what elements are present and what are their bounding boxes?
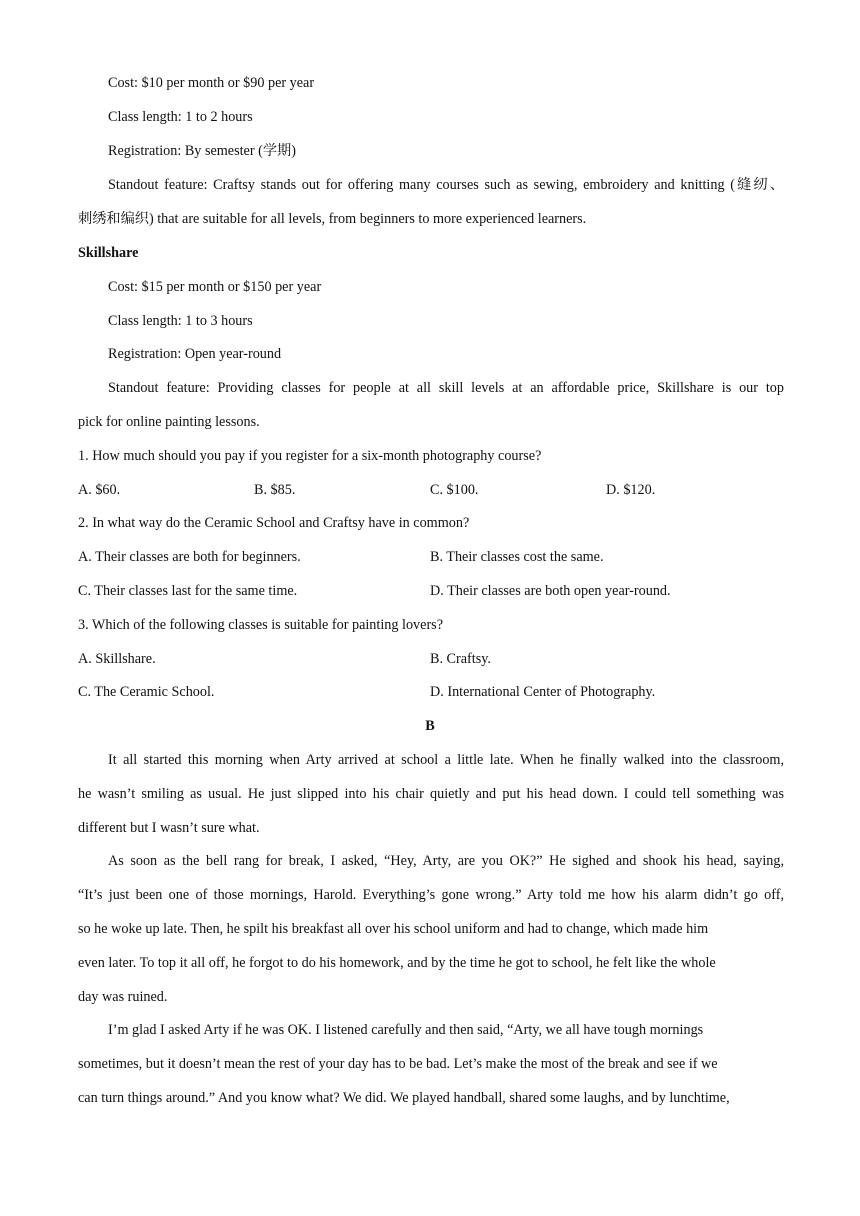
craftsy-block bbox=[0, 73, 860, 93]
craftsy-registration: Registration: By semester (学期) bbox=[108, 143, 296, 159]
craftsy-standout-line-1: Standout feature: Craftsy stands out for offering many courses such as sewing, embroidery and knitting (缝纫、 bbox=[108, 177, 784, 193]
passage-p1-line-3: different but I wasn’t sure what. bbox=[78, 820, 260, 836]
craftsy-cost: Cost: $10 per month or $90 per year bbox=[108, 75, 315, 91]
passage-p1-line-2: he wasn’t smiling as usual. He just slipped into his chair quietly and put his head down. I could tell something was bbox=[78, 786, 784, 802]
passage-p2-line-5: day was ruined. bbox=[78, 989, 168, 1005]
craftsy-class-length: Class length: 1 to 2 hours bbox=[108, 109, 253, 125]
question-1-option-d: D. $120. bbox=[606, 482, 656, 498]
question-3-option-a: A. Skillshare. bbox=[78, 651, 156, 667]
passage-p2-line-1: As soon as the bell rang for break, I asked, “Hey, Arty, are you OK?” He sighed and shook his head, saying, bbox=[108, 853, 784, 869]
skillshare-registration: Registration: Open year-round bbox=[108, 346, 282, 362]
question-2-option-b: B. Their classes cost the same. bbox=[430, 549, 604, 565]
question-1-option-c: C. $100. bbox=[430, 482, 479, 498]
passage-p3-line-2: sometimes, but it doesn’t mean the rest of your day has to be bad. Let’s make the most of the break and see if we bbox=[78, 1056, 718, 1072]
question-3-stem: 3. Which of the following classes is suitable for painting lovers? bbox=[78, 617, 443, 633]
question-1-option-a: A. $60. bbox=[78, 482, 121, 498]
skillshare-heading: Skillshare bbox=[78, 245, 139, 261]
skillshare-cost: Cost: $15 per month or $150 per year bbox=[108, 279, 322, 295]
craftsy-standout-line-2: 刺绣和编织) that are suitable for all levels, from beginners to more experienced learners. bbox=[78, 211, 587, 227]
question-3-option-d: D. International Center of Photography. bbox=[430, 684, 656, 700]
skillshare-class-length: Class length: 1 to 3 hours bbox=[108, 313, 253, 329]
question-2-option-d: D. Their classes are both open year-round. bbox=[430, 583, 671, 599]
question-2-option-c: C. Their classes last for the same time. bbox=[78, 583, 298, 599]
passage-p2-line-4: even later. To top it all off, he forgot to do his homework, and by the time he got to school, he felt like the whole bbox=[78, 955, 716, 971]
passage-p3-line-3: can turn things around.” And you know what? We did. We played handball, shared some laughs, and by lunchtime, bbox=[78, 1090, 730, 1106]
skillshare-standout-line-1: Standout feature: Providing classes for people at all skill levels at an affordable price, Skillshare is our top bbox=[108, 380, 784, 396]
question-2-stem: 2. In what way do the Ceramic School and Craftsy have in common? bbox=[78, 515, 470, 531]
question-1-stem: 1. How much should you pay if you register for a six-month photography course? bbox=[78, 448, 542, 464]
skillshare-standout-line-2: pick for online painting lessons. bbox=[78, 414, 260, 430]
passage-p2-line-3: so he woke up late. Then, he spilt his breakfast all over his school uniform and had to change, which made him bbox=[78, 921, 709, 937]
question-3-option-c: C. The Ceramic School. bbox=[78, 684, 215, 700]
question-1-option-b: B. $85. bbox=[254, 482, 296, 498]
passage-p2-line-2: “It’s just been one of those mornings, Harold. Everything’s gone wrong.” Arty told me how his alarm didn’t go off, bbox=[78, 887, 784, 903]
question-3-option-b: B. Craftsy. bbox=[430, 651, 491, 667]
section-b-heading: B bbox=[425, 718, 435, 734]
passage-p1-line-1: It all started this morning when Arty arrived at school a little late. When he finally walked into the classroom, bbox=[108, 752, 784, 768]
passage-p3-line-1: I’m glad I asked Arty if he was OK. I listened carefully and then said, “Arty, we all have tough mornings bbox=[108, 1022, 704, 1038]
question-2-option-a: A. Their classes are both for beginners. bbox=[78, 549, 301, 565]
